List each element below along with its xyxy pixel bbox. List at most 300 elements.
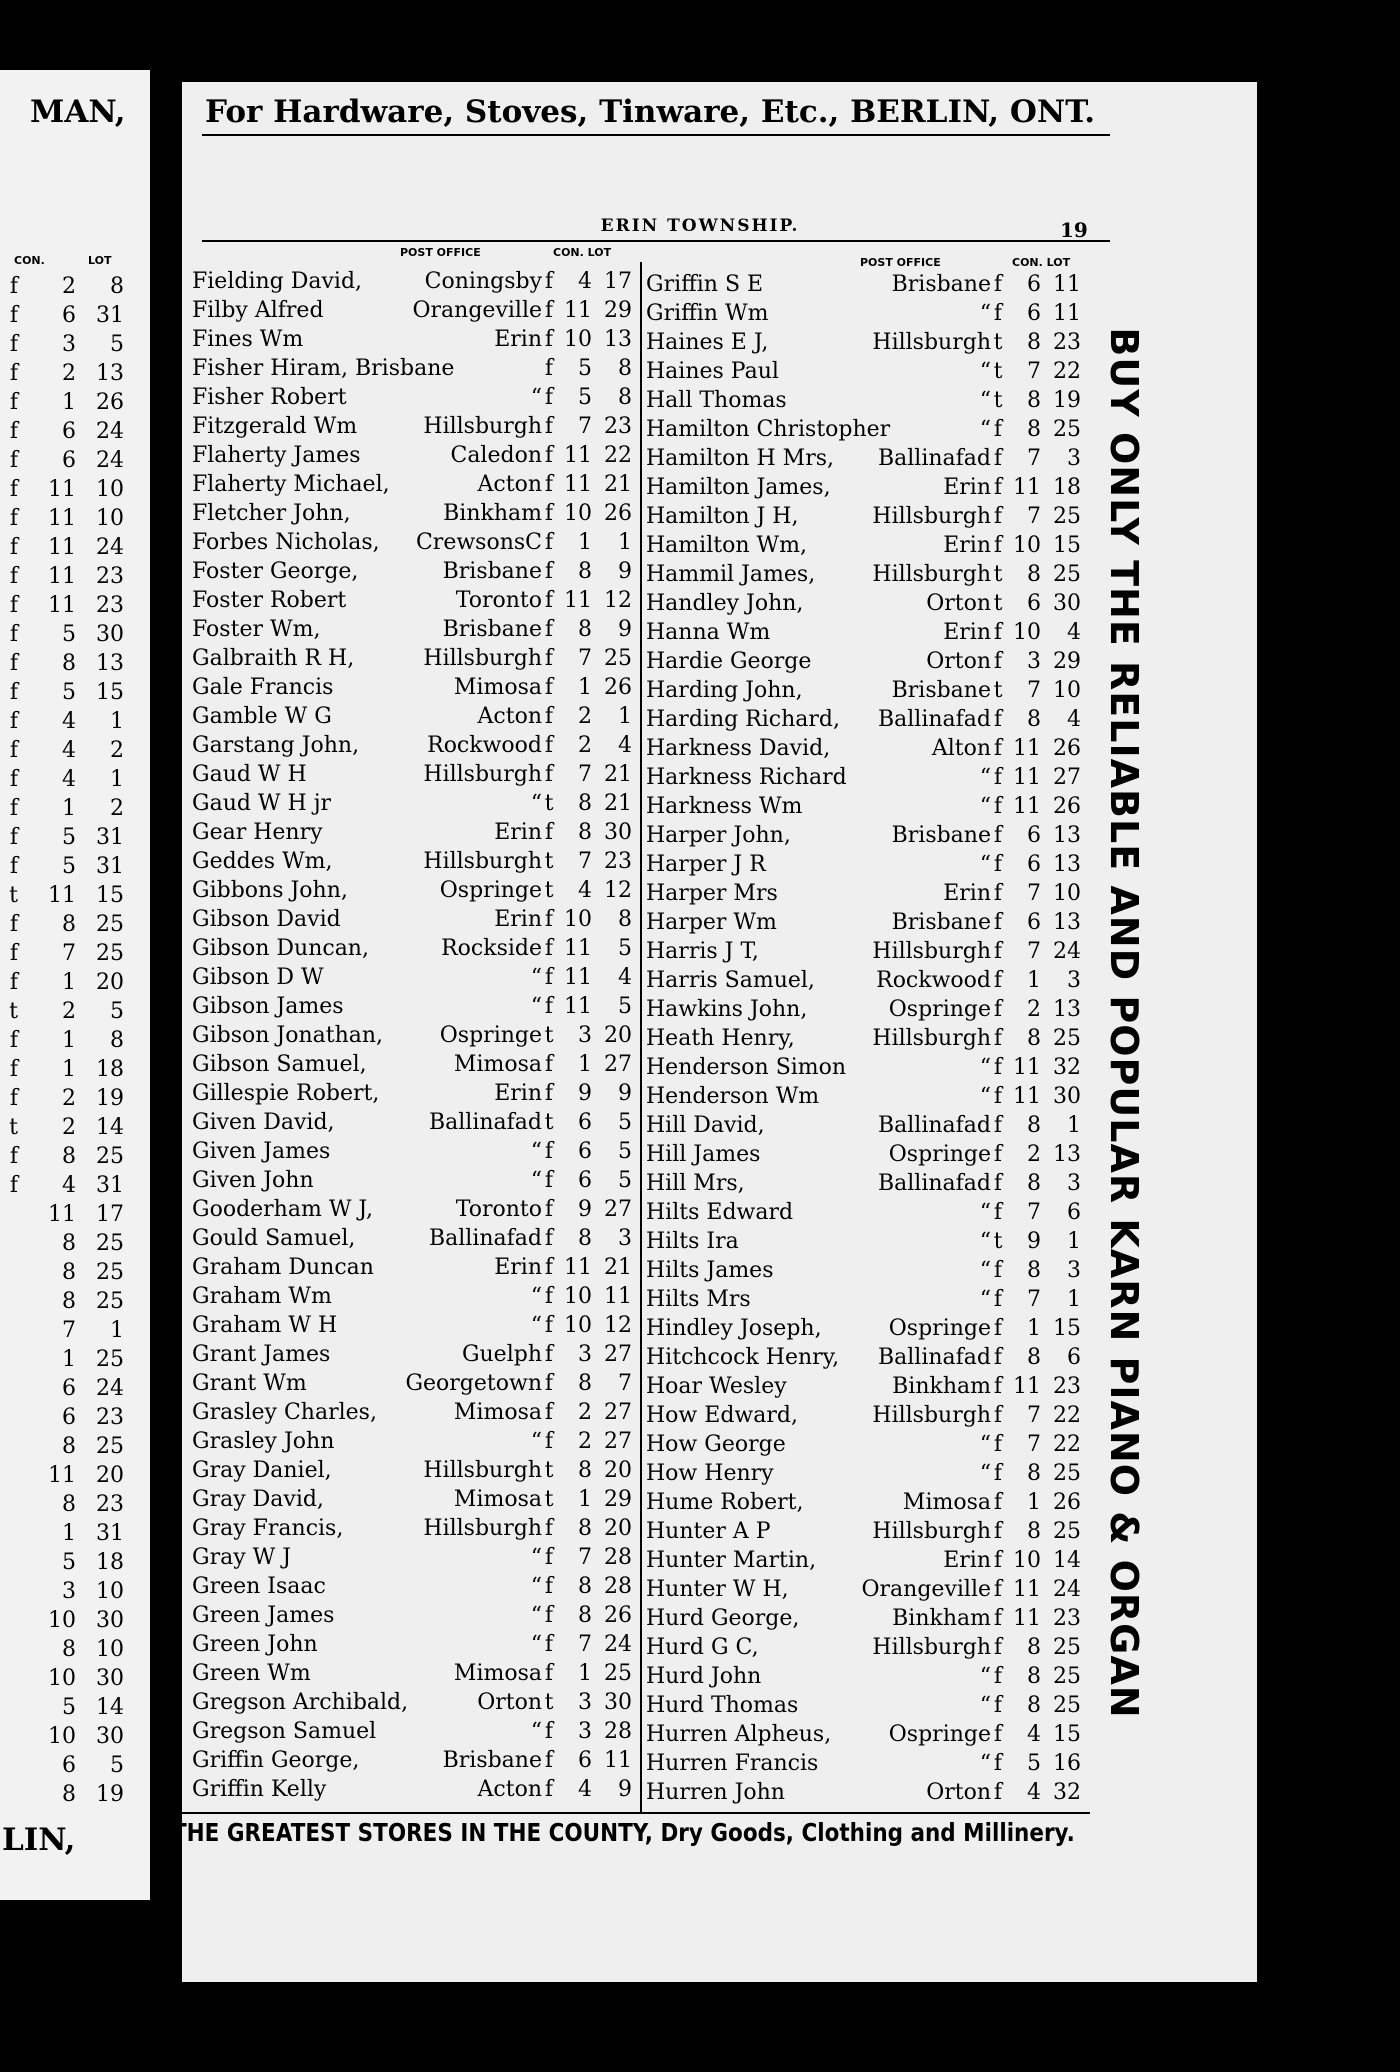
entry-name: Galbraith R H,	[192, 646, 355, 671]
entry-con: 7	[1027, 1432, 1041, 1457]
directory-entry	[646, 1604, 1111, 1633]
previous-page-type: f	[9, 825, 18, 850]
entry-lot: 22	[604, 443, 632, 468]
previous-page-type: f	[9, 390, 18, 415]
entry-lot: 9	[618, 1777, 632, 1802]
entry-post-office: “	[530, 1139, 542, 1164]
previous-page-con: 2	[62, 1115, 76, 1140]
directory-entry	[646, 270, 1111, 299]
previous-page-type: f	[9, 854, 18, 879]
previous-page-con: 6	[62, 1753, 76, 1778]
entry-con: 8	[1027, 1258, 1041, 1283]
entry-type: f	[544, 530, 554, 555]
previous-page-lot: 31	[96, 825, 124, 850]
entry-type: f	[993, 1432, 1003, 1457]
entry-post-office: “	[979, 301, 991, 326]
entry-name: Fletcher John,	[192, 501, 351, 526]
entry-name: Fines Wm	[192, 327, 304, 352]
previous-page-lot: 8	[110, 274, 124, 299]
entry-post-office: Toronto	[455, 1197, 542, 1222]
entry-type: f	[993, 504, 1003, 529]
entry-name: Gaud W H	[192, 762, 307, 787]
entry-con: 8	[578, 791, 592, 816]
previous-page-entry	[0, 1751, 128, 1780]
entry-name: Gregson Archibald,	[192, 1690, 409, 1715]
entry-post-office: Binkham	[443, 501, 542, 526]
previous-page-con: 11	[48, 506, 76, 531]
entry-con: 6	[1027, 910, 1041, 935]
entry-post-office: Rockwood	[876, 968, 991, 993]
previous-page-lot: 31	[96, 854, 124, 879]
entry-con: 8	[1027, 1664, 1041, 1689]
previous-page-entry	[0, 910, 128, 939]
entry-post-office: Rockwood	[427, 733, 542, 758]
entry-type: f	[544, 1313, 554, 1338]
previous-page-entry	[0, 359, 128, 388]
previous-page-entry	[0, 649, 128, 678]
previous-page-con: 8	[62, 1231, 76, 1256]
entry-con: 7	[1027, 446, 1041, 471]
entry-lot: 6	[1067, 1200, 1081, 1225]
header-rule	[202, 134, 1110, 136]
entry-lot: 27	[1053, 765, 1081, 790]
entry-type: f	[993, 1490, 1003, 1515]
entry-type: f	[544, 704, 554, 729]
entry-con: 7	[578, 414, 592, 439]
entry-post-office: “	[979, 1751, 991, 1776]
entry-post-office: Brisbane	[442, 617, 542, 642]
entry-name: Gear Henry	[192, 820, 323, 845]
entry-post-office: “	[979, 1693, 991, 1718]
entry-lot: 9	[618, 1081, 632, 1106]
entry-con: 1	[1027, 1316, 1041, 1341]
entry-name: Hume Robert,	[646, 1490, 804, 1515]
directory-entry	[192, 1253, 632, 1282]
entry-lot: 1	[1067, 1229, 1081, 1254]
entry-name: Hamilton Wm,	[646, 533, 807, 558]
entry-post-office: “	[530, 965, 542, 990]
entry-lot: 13	[604, 327, 632, 352]
previous-page-entry	[0, 475, 128, 504]
directory-entry	[192, 1601, 632, 1630]
previous-page-con: 10	[48, 1608, 76, 1633]
directory-entry	[646, 1662, 1111, 1691]
directory-entry	[646, 299, 1111, 328]
previous-page-lot: 5	[110, 1753, 124, 1778]
directory-entry	[646, 531, 1111, 560]
entry-con: 7	[1027, 359, 1041, 384]
entry-lot: 4	[1067, 620, 1081, 645]
directory-entry	[192, 1195, 632, 1224]
directory-entry	[646, 1778, 1111, 1807]
previous-page-con: 11	[48, 883, 76, 908]
entry-name: Hamilton H Mrs,	[646, 446, 834, 471]
entry-type: f	[993, 736, 1003, 761]
entry-name: Hitchcock Henry,	[646, 1345, 840, 1370]
directory-entry	[646, 705, 1111, 734]
entry-post-office: Erin	[943, 881, 991, 906]
entry-post-office: Brisbane	[891, 823, 991, 848]
entry-lot: 8	[618, 385, 632, 410]
entry-name: Gillespie Robert,	[192, 1081, 380, 1106]
directory-entry	[646, 1749, 1111, 1778]
entry-type: f	[993, 1722, 1003, 1747]
entry-type: f	[544, 820, 554, 845]
previous-page-con: 6	[62, 419, 76, 444]
entry-lot: 24	[1053, 939, 1081, 964]
entry-lot: 22	[1053, 359, 1081, 384]
entry-lot: 27	[604, 1342, 632, 1367]
entry-post-office: Hillsburgh	[872, 1403, 991, 1428]
entry-lot: 23	[1053, 1606, 1081, 1631]
entry-lot: 30	[604, 820, 632, 845]
entry-name: Gibson Samuel,	[192, 1052, 367, 1077]
entry-lot: 23	[604, 849, 632, 874]
previous-page-con: 8	[62, 912, 76, 937]
entry-lot: 4	[618, 965, 632, 990]
entry-lot: 4	[1067, 707, 1081, 732]
entry-lot: 21	[604, 472, 632, 497]
entry-con: 5	[578, 356, 592, 381]
entry-con: 11	[564, 936, 592, 961]
previous-page-con: 5	[62, 825, 76, 850]
entry-type: f	[993, 533, 1003, 558]
entry-post-office: Ballinafad	[428, 1226, 542, 1251]
previous-page-type: f	[9, 274, 18, 299]
directory-entry	[646, 995, 1111, 1024]
directory-entry	[192, 934, 632, 963]
entry-con: 7	[1027, 881, 1041, 906]
previous-page-con: 8	[62, 1434, 76, 1459]
entry-name: Given David,	[192, 1110, 335, 1135]
previous-page-entry	[0, 1171, 128, 1200]
previous-page-con: 11	[48, 593, 76, 618]
entry-type: f	[544, 994, 554, 1019]
entry-post-office: “	[530, 385, 542, 410]
entry-type: t	[993, 330, 1003, 355]
previous-page-type: f	[9, 941, 18, 966]
entry-type: f	[544, 1429, 554, 1454]
previous-page-entry	[0, 591, 128, 620]
entry-post-office: Hillsburgh	[423, 1458, 542, 1483]
previous-page-lot: 26	[96, 390, 124, 415]
entry-type: t	[993, 591, 1003, 616]
entry-type: f	[544, 1168, 554, 1193]
entry-type: f	[993, 997, 1003, 1022]
entry-lot: 13	[1053, 910, 1081, 935]
entry-type: f	[993, 1403, 1003, 1428]
entry-type: f	[544, 501, 554, 526]
previous-page-con: 5	[62, 854, 76, 879]
entry-post-office: “	[979, 1287, 991, 1312]
entry-lot: 15	[1053, 1722, 1081, 1747]
entry-post-office: “	[979, 1258, 991, 1283]
entry-post-office: Ospringe	[888, 1722, 991, 1747]
entry-lot: 3	[1067, 968, 1081, 993]
previous-page-entry	[0, 736, 128, 765]
entry-lot: 11	[604, 1284, 632, 1309]
entry-con: 11	[1013, 1374, 1041, 1399]
entry-con: 11	[1013, 1606, 1041, 1631]
entry-type: t	[544, 1487, 554, 1512]
directory-entry	[192, 1224, 632, 1253]
entry-name: Filby Alfred	[192, 298, 324, 323]
entry-con: 8	[578, 617, 592, 642]
entry-lot: 14	[1053, 1548, 1081, 1573]
previous-page-type: f	[9, 477, 18, 502]
entry-type: f	[993, 1461, 1003, 1486]
entry-lot: 26	[604, 501, 632, 526]
entry-post-office: Mimosa	[902, 1490, 991, 1515]
entry-con: 8	[1027, 1461, 1041, 1486]
entry-con: 11	[1013, 475, 1041, 500]
previous-page-lot: 14	[96, 1695, 124, 1720]
entry-name: Harper John,	[646, 823, 791, 848]
page-header: For Hardware, Stoves, Tinware, Etc., BERLIN, ONT.	[205, 94, 1096, 130]
directory-entry	[192, 441, 632, 470]
entry-con: 8	[1027, 1345, 1041, 1370]
entry-type: f	[993, 852, 1003, 877]
directory-entry	[192, 1137, 632, 1166]
entry-post-office: Ballinafad	[877, 1113, 991, 1138]
entry-type: f	[993, 1287, 1003, 1312]
previous-page-entry	[0, 1461, 128, 1490]
previous-page-type: f	[9, 448, 18, 473]
entry-name: Haines E J,	[646, 330, 769, 355]
entry-name: Harper J R	[646, 852, 766, 877]
entry-type: f	[993, 1113, 1003, 1138]
entry-type: f	[544, 414, 554, 439]
entry-post-office: Hillsburgh	[423, 762, 542, 787]
entry-type: t	[544, 878, 554, 903]
directory-entry	[192, 586, 632, 615]
directory-entry	[646, 792, 1111, 821]
previous-page-lot: 31	[96, 1173, 124, 1198]
entry-name: Gamble W G	[192, 704, 332, 729]
entry-lot: 27	[604, 1197, 632, 1222]
entry-type: f	[993, 1548, 1003, 1573]
entry-con: 10	[1013, 1548, 1041, 1573]
entry-lot: 28	[604, 1545, 632, 1570]
entry-name: Foster George,	[192, 559, 359, 584]
entry-type: f	[544, 1632, 554, 1657]
entry-name: Hilts James	[646, 1258, 774, 1283]
previous-page-lot: 25	[96, 1260, 124, 1285]
entry-con: 6	[1027, 272, 1041, 297]
previous-page-entry	[0, 881, 128, 910]
entry-lot: 11	[604, 1748, 632, 1773]
previous-page-con: 1	[62, 1521, 76, 1546]
entry-name: Gregson Samuel	[192, 1719, 377, 1744]
entry-post-office: Acton	[477, 1777, 542, 1802]
entry-type: f	[993, 823, 1003, 848]
previous-page-entry	[0, 446, 128, 475]
entry-name: Harper Mrs	[646, 881, 778, 906]
entry-con: 8	[1027, 1171, 1041, 1196]
directory-entry	[192, 1398, 632, 1427]
entry-name: Hurren Alpheus,	[646, 1722, 832, 1747]
directory-entry	[646, 589, 1111, 618]
entry-con: 6	[1027, 301, 1041, 326]
previous-page-type: f	[9, 680, 18, 705]
previous-page-lot: 25	[96, 912, 124, 937]
entry-name: Hamilton James,	[646, 475, 831, 500]
entry-lot: 8	[618, 356, 632, 381]
entry-type: f	[993, 417, 1003, 442]
previous-page-con: 4	[62, 1173, 76, 1198]
previous-page-header: MAN,	[30, 94, 126, 130]
previous-page-lot: 23	[96, 593, 124, 618]
previous-page-entry	[0, 1258, 128, 1287]
entry-post-office: “	[979, 1664, 991, 1689]
entry-lot: 21	[604, 762, 632, 787]
entry-lot: 10	[1053, 881, 1081, 906]
directory-entry	[646, 1517, 1111, 1546]
previous-page-entry	[0, 620, 128, 649]
entry-con: 11	[564, 965, 592, 990]
entry-lot: 27	[604, 1429, 632, 1454]
entry-type: f	[544, 1052, 554, 1077]
directory-entry	[192, 383, 632, 412]
entry-post-office: Hillsburgh	[872, 939, 991, 964]
entry-post-office: Erin	[943, 475, 991, 500]
previous-page-lot: 10	[96, 506, 124, 531]
entry-type: f	[544, 1748, 554, 1773]
entry-post-office: Erin	[943, 620, 991, 645]
entry-post-office: Hillsburgh	[423, 646, 542, 671]
entry-name: Fisher Robert	[192, 385, 347, 410]
previous-page-con: 4	[62, 709, 76, 734]
entry-type: t	[544, 1023, 554, 1048]
entry-post-office: Coningsby	[424, 269, 542, 294]
entry-lot: 16	[1053, 1751, 1081, 1776]
entry-type: f	[993, 1345, 1003, 1370]
entry-post-office: Georgetown	[405, 1371, 542, 1396]
previous-page-lot: 10	[96, 1579, 124, 1604]
entry-name: Hindley Joseph,	[646, 1316, 822, 1341]
directory-entry	[646, 1720, 1111, 1749]
entry-name: Harris J T,	[646, 939, 759, 964]
previous-page-entry	[0, 1316, 128, 1345]
entry-con: 1	[578, 1052, 592, 1077]
entry-con: 11	[564, 298, 592, 323]
entry-lot: 21	[604, 791, 632, 816]
directory-entry	[192, 1079, 632, 1108]
directory-entry	[192, 1514, 632, 1543]
directory-entry	[192, 1311, 632, 1340]
entry-name: Griffin S E	[646, 272, 764, 297]
previous-page-type: f	[9, 912, 18, 937]
previous-page-entry	[0, 1548, 128, 1577]
entry-type: f	[993, 910, 1003, 935]
entry-post-office: Erin	[943, 533, 991, 558]
entry-con: 1	[578, 530, 592, 555]
entry-type: f	[544, 1371, 554, 1396]
entry-con: 10	[564, 501, 592, 526]
entry-post-office: Hillsburgh	[423, 849, 542, 874]
directory-entry	[646, 763, 1111, 792]
previous-page-entry	[0, 533, 128, 562]
entry-con: 1	[578, 1487, 592, 1512]
entry-name: Gibson D W	[192, 965, 324, 990]
entry-con: 8	[1027, 1635, 1041, 1660]
entry-con: 11	[564, 1255, 592, 1280]
entry-post-office: Ospringe	[439, 1023, 542, 1048]
entry-type: f	[993, 1200, 1003, 1225]
entry-name: Hamilton J H,	[646, 504, 799, 529]
previous-page-entry	[0, 1200, 128, 1229]
entry-lot: 26	[604, 1603, 632, 1628]
previous-page-con: 2	[62, 999, 76, 1024]
entry-lot: 26	[1053, 1490, 1081, 1515]
column-divider	[640, 262, 642, 1812]
entry-name: Green John	[192, 1632, 318, 1657]
previous-page-entry	[0, 939, 128, 968]
entry-post-office: CrewsonsC	[415, 530, 542, 555]
entry-lot: 27	[604, 1052, 632, 1077]
directory-entry	[192, 731, 632, 760]
entry-name: Hunter Martin,	[646, 1548, 817, 1573]
entry-post-office: Erin	[494, 820, 542, 845]
entry-type: f	[993, 446, 1003, 471]
directory-entry	[192, 673, 632, 702]
township-title: ERIN TOWNSHIP.	[600, 216, 800, 236]
entry-name: Gray W J	[192, 1545, 292, 1570]
entry-name: Harper Wm	[646, 910, 777, 935]
directory-entry	[646, 1140, 1111, 1169]
entry-con: 11	[564, 994, 592, 1019]
directory-entry	[646, 1459, 1111, 1488]
previous-page-lot: 17	[96, 1202, 124, 1227]
entry-post-office: “	[979, 1432, 991, 1457]
previous-page-con: 2	[62, 1086, 76, 1111]
side-advert-text: BUY ONLY THE RELIABLE AND POPULAR KARN PIANO & ORGAN	[1102, 327, 1146, 1719]
previous-page-lot: 24	[96, 535, 124, 560]
directory-entry	[646, 357, 1111, 386]
previous-page-con: 6	[62, 1376, 76, 1401]
left-post-office-header: POST OFFICE	[400, 246, 481, 259]
entry-name: Fisher Hiram, Brisbane	[192, 356, 455, 381]
entry-name: How Henry	[646, 1461, 774, 1486]
entry-post-office: Mimosa	[453, 675, 542, 700]
entry-con: 6	[578, 1748, 592, 1773]
entry-post-office: “	[530, 791, 542, 816]
entry-type: f	[544, 1284, 554, 1309]
entry-type: t	[544, 849, 554, 874]
entry-name: Hardie George	[646, 649, 812, 674]
previous-page-con: 5	[62, 622, 76, 647]
previous-page-type: f	[9, 738, 18, 763]
entry-type: t	[993, 1229, 1003, 1254]
previous-page-lot: 25	[96, 1347, 124, 1372]
directory-entry	[192, 1572, 632, 1601]
left-con-lot-header: CON. LOT	[553, 246, 612, 259]
directory-entry	[646, 937, 1111, 966]
entry-name: Griffin George,	[192, 1748, 360, 1773]
entry-post-office: “	[979, 1461, 991, 1486]
directory-entry	[646, 560, 1111, 589]
directory-entry	[646, 1343, 1111, 1372]
entry-lot: 26	[1053, 736, 1081, 761]
previous-page-con: 10	[48, 1724, 76, 1749]
directory-entry	[646, 647, 1111, 676]
entry-con: 7	[578, 762, 592, 787]
previous-page-type: f	[9, 564, 18, 589]
entry-name: Fielding David,	[192, 269, 363, 294]
previous-page-entry	[0, 1026, 128, 1055]
directory-entry	[646, 1314, 1111, 1343]
previous-page-entry	[0, 272, 128, 301]
